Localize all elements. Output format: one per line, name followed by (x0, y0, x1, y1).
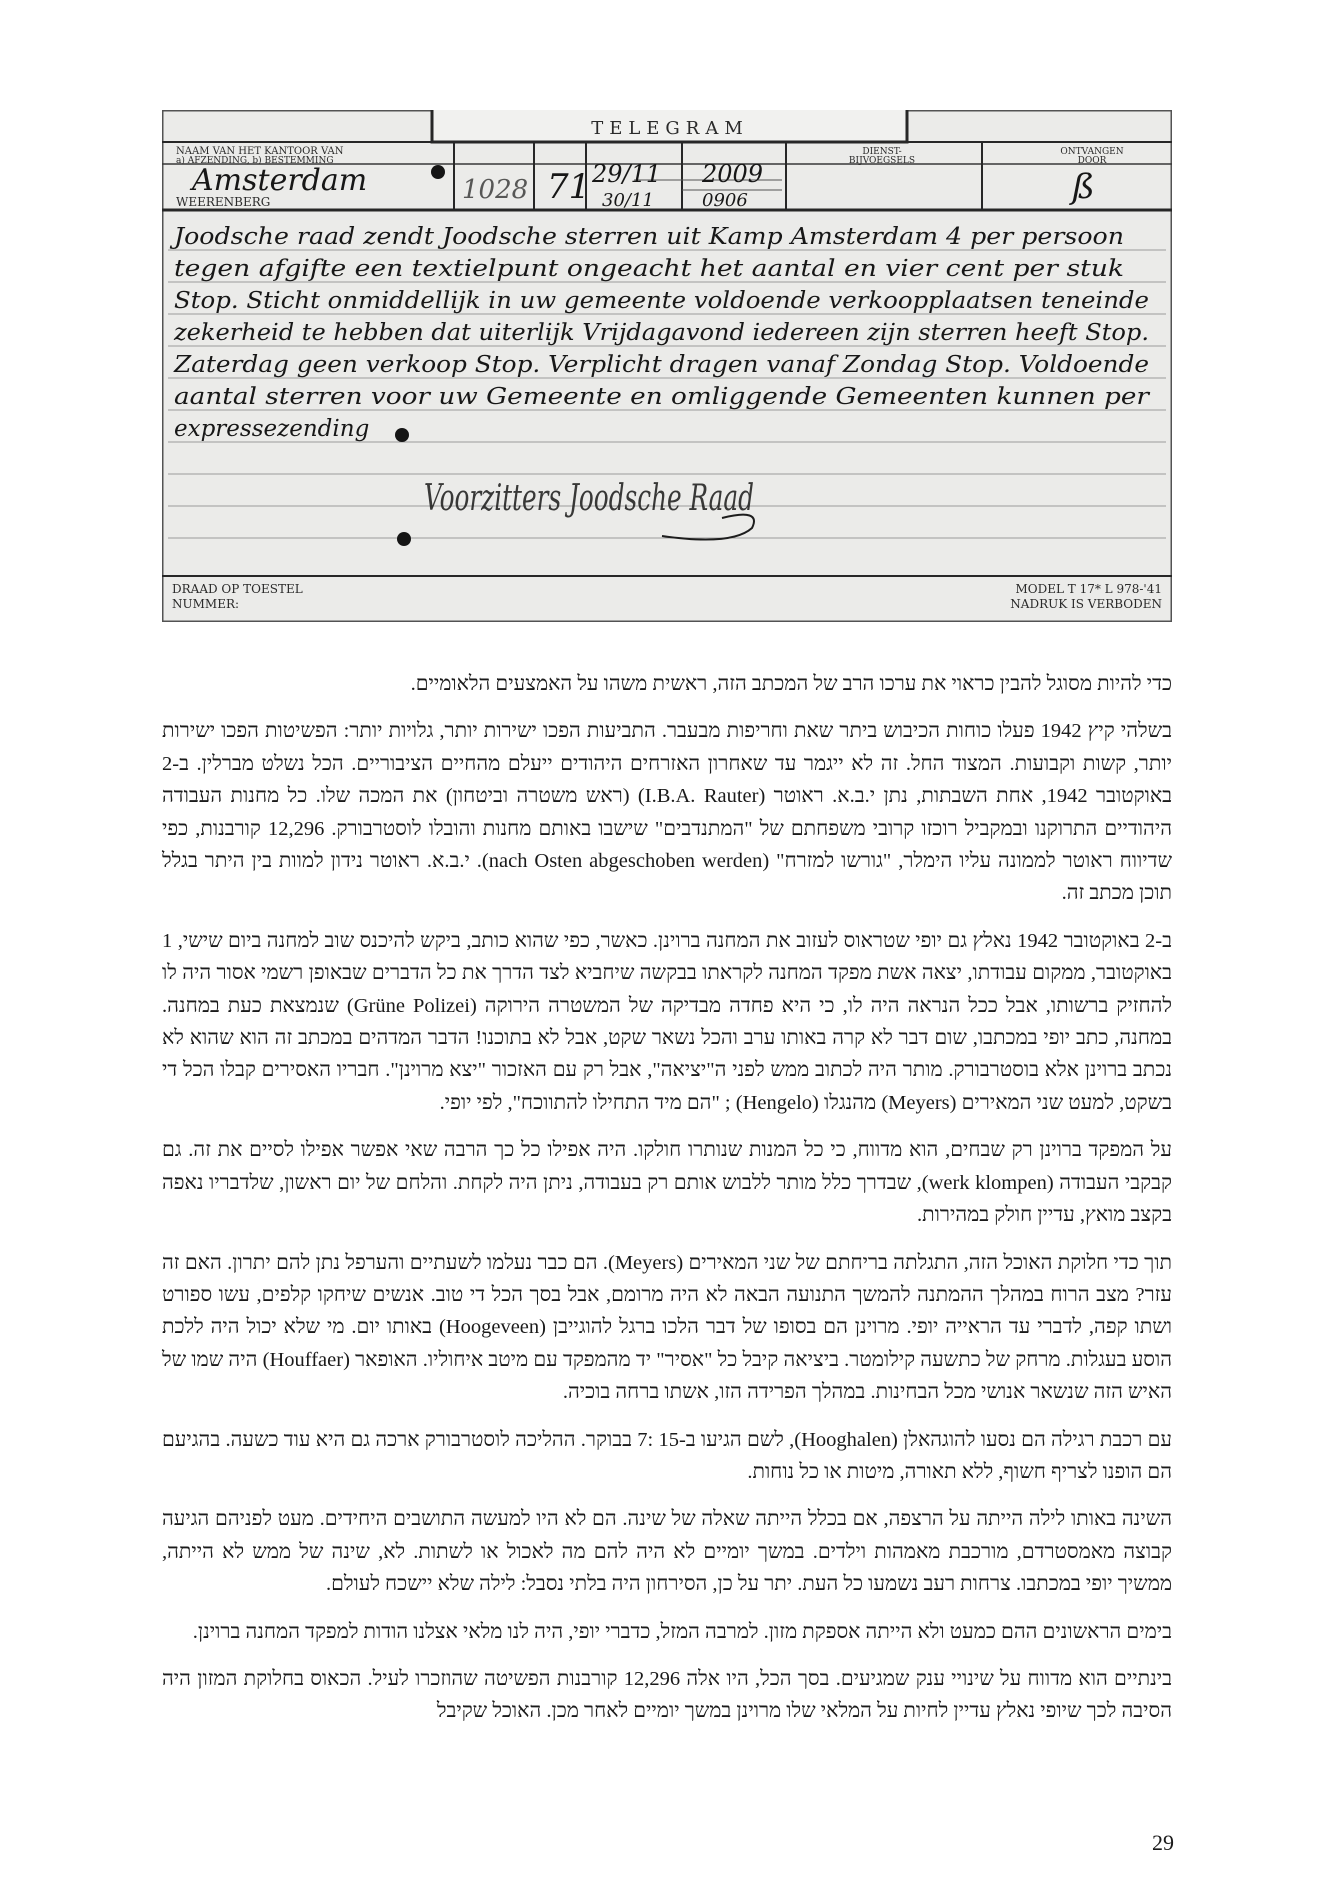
paragraph-night: השינה באותו לילה הייתה על הרצפה, אם בכלל הייתה שאלה של שינה. הם לא היו למעשה התושבים היחידים. מעט לפניהם הגיעה קבוצה מאמסטרדם, מורכבת מאמהות וילדים. במשך יומיים לא היה להם מה לאכול או לשתות. לא, שינה של ממש לא הייתה, ממשיך יופי במכתבו. צרחות רעב נשמעו כל העת. יתר על כן, הסירחון היה בלתי נסבל: לילה שלא יישכח לעולם. (162, 1508, 1172, 1596)
col-dienst-2: BIJVOEGSELS (848, 156, 916, 166)
office-stamp: WEERENBERG (176, 195, 271, 209)
paragraph-raids: בשלהי קיץ 1942 פעלו כוחות הכיבוש ביתר שאת וחריפות מבעבר. התביעות הפכו ישירות יותר, גלויות יותר: הפשיטות הפכו ישירות יותר, קשות וקבועות. המצוד החל. זה לא ייגמר עד שאחרון האזרחים היהודים ייעלם מהחיים הציבוריים. הכל נשלט מברלין. ב-2 באוקטובר 1942, אחת השבתות, נתן י.ב.א. ראוטר (I.B.A. Rauter) (ראש משטרה וביטחון) את המכה שלו. כל מחנות העבודה היהודיים התרוקנו ובמקביל רוכזו קרובי משפחתם של "המתנדבים" שישבו באותם מחנות והובלו לוסטרבורק. 12,296 קורבנות, כפי שדיווח ראוטר לממונה עליו הימלר, "גורשו למזרח" (nach Osten abgeschoben werden). י.ב.א. ראוטר נידון למוות בין היתר בגלל תוכן מכתב זה. (162, 720, 1173, 905)
paragraph-train: עם רכבת רגילה הם נסעו להוגהאלן (Hooghalen), לשם הגיעו ב-15 :7 בבוקר. ההליכה לוסטרבורק ארכה גם היא עוד כשעה. בהגיעם הם הופנו לצריף חשוף, ללא תאורה, מיטות או כל נוחות. (162, 1428, 1172, 1483)
hand-date: 29/11 (592, 160, 662, 188)
hand-initials: ß (1072, 167, 1095, 207)
message-line-5: Zaterdag geen verkoop Stop. Verplicht dragen vanaf Zondag Stop. Voldoende (172, 352, 1150, 378)
paragraph-departure: ב-2 באוקטובר 1942 נאלץ גם יופי שטראוס לעזוב את המחנה ברוינן. כאשר, כפי שהוא כותב, ביקש להיכנס שוב למחנה ביום שישי, 1 באוקטובר, ממקום עבודתו, יצאה אשת מפקד המחנה לקראתו בבקשה שיחביא לצד הדרך את כל הדברים שבאופן רשמי אסור היה לו להחזיק ברשותו, אבל ככל הנראה היה לו, כי היא פחדה מבדיקה של המשטרה הירוקה (Grüne Polizei) שנמצאת כעת במחנה. במחנה, כתב יופי במכתבו, שום דבר לא קרה באותו ערב והכל נשאר שקט, אבל לא בתוכנו! הדבר המדהים במכתב זה הוא שהוא לא נכתב ברוינן אלא בוסטרבורק. מותר היה לכתוב ממש לפני ה"יציאה", אבל רק עם האזכור "יצא מרוינן". חבריו האסירים קבלו הכל די בשקט, למעט שני המאירים (Meyers) מהנגלו (Hengelo) ; "הם מיד התחילו להתווכח", לפי יופי. (162, 929, 1172, 1114)
hand-time2: 0906 (702, 190, 748, 211)
paragraph-commander: על המפקד ברוינן רק שבחים, הוא מדווח, כי כל המנות שנותרו חולקו. היה אפילו כל כך הרבה שאי אפשר אפילו לסיים את זה. גם קבקבי העבודה (werk klompen), שבדרך כלל מותר ללבוש אותם רק בעבודה, ניתן היה לקחת. והלחם של יום ראשון, שלדבריו נאפה בקצב מואץ, עדיין חולק במהירות. (162, 1139, 1172, 1227)
telegram-photo (162, 110, 1172, 622)
page-number: 29 (1152, 1830, 1174, 1855)
hand-date2: 30/11 (602, 190, 654, 211)
message-line-7: expressezending (174, 416, 370, 442)
office-header-2: a) AFZENDING, b) BESTEMMING (176, 156, 334, 166)
footer-right-1: MODEL T 17* L 978-'41 (1015, 582, 1162, 596)
telegram-form (162, 110, 1172, 622)
punch-hole-2 (395, 428, 409, 442)
paragraph-escape: תוך כדי חלוקת האוכל הזה, התגלתה בריחתם של שני המאירים (Meyers). הם כבר נעלמו לשעתיים והערפל נתן להם יתרון. האם זה עזר? מצב הרוח במהלך ההמתנה להמשך התנועה הבאה לא היה מרומם, אבל בסך הכל די טוב. אנשים שיחקו קלפים, עשו ספורט ושתו קפה, לדברי עד הראייה יופי. מרוינן הם בסופו של דבר הלכו ברגל להוגייבן (Hoogeveen) באותו יום. מי שלא יכול היה ללכת הוסע בעגלות. מרחק של כתשעה קילומטר. ביציאה קיבל כל "אסיר" יד מהמפקד עם מיטב איחוליו. האופאר (Houffaer) היה שמו של האיש הזה שנשאר אנושי מכל הבחינות. במהלך הפרידה הזו, אשתו ברחה בוכיה. (162, 1251, 1172, 1404)
footer-right-2: NADRUK IS VERBODEN (1010, 597, 1162, 611)
hand-words: 71 (547, 167, 591, 207)
telegram-message (170, 224, 1152, 442)
footer-left-1: DRAAD OP TOESTEL (172, 582, 303, 596)
col-ontvangen-1: ONTVANGEN (1060, 147, 1124, 157)
message-line-4: zekerheid te hebben dat uiterlijk Vrijdagavond iedereen zijn sterren heeft Stop. (172, 320, 1149, 346)
office-header-1: NAAM VAN HET KANTOOR VAN (176, 146, 344, 157)
punch-hole (431, 165, 445, 179)
paragraph-changes: בינתיים הוא מדווח על שינויי ענק שמגיעים. בסך הכל, היו אלה 12,296 קורבנות הפשיטה שהוזכרו לעיל. הכאוס בחלוקת המזון היה הסיבה לכך שיופי נאלץ עדיין לחיות על המלאי שלו מרוינן במשך יומיים לאחר מכן. האוכל שקיבל (162, 1667, 1173, 1723)
punch-hole-3 (397, 532, 411, 546)
message-line-2: tegen afgifte een textielpunt ongeacht het aantal en vier cent per stuk (174, 256, 1124, 282)
message-line-6: aantal sterren voor uw Gemeente en omliggende Gemeenten kunnen per (174, 384, 1152, 410)
hand-office: Amsterdam (192, 163, 368, 198)
paragraph-intro: כדי להיות מסוגל להבין כראוי את ערכו הרב של המכתב הזה, ראשית משהו על האמצעים הלאומיים. (410, 673, 1172, 695)
signature: Voorzitters Joodsche Raad (424, 478, 754, 519)
footer-left-2: NUMMER: (172, 597, 240, 611)
paragraph-food: בימים הראשונים ההם כמעט ולא הייתה אספקת מזון. למרבה המזל, כדברי יופי, היה לנו מלאי אצלנו הודות למפקד המחנה ברוינן. (192, 1620, 1172, 1643)
message-line-3: Stop. Sticht onmiddellijk in uw gemeente voldoende verkoopplaatsen teneinde (174, 288, 1149, 314)
article-body (162, 668, 1172, 1743)
telegram-heading: TELEGRAM (591, 118, 749, 139)
col-ontvangen-2: DOOR (1077, 156, 1107, 166)
hand-number: 1028 (462, 175, 529, 205)
hand-time: 2009 (702, 160, 764, 188)
message-line-1: Joodsche raad zendt Joodsche sterren uit Kamp Amsterdam 4 per persoon (169, 224, 1124, 250)
col-dienst-1: DIENST- (862, 147, 902, 157)
